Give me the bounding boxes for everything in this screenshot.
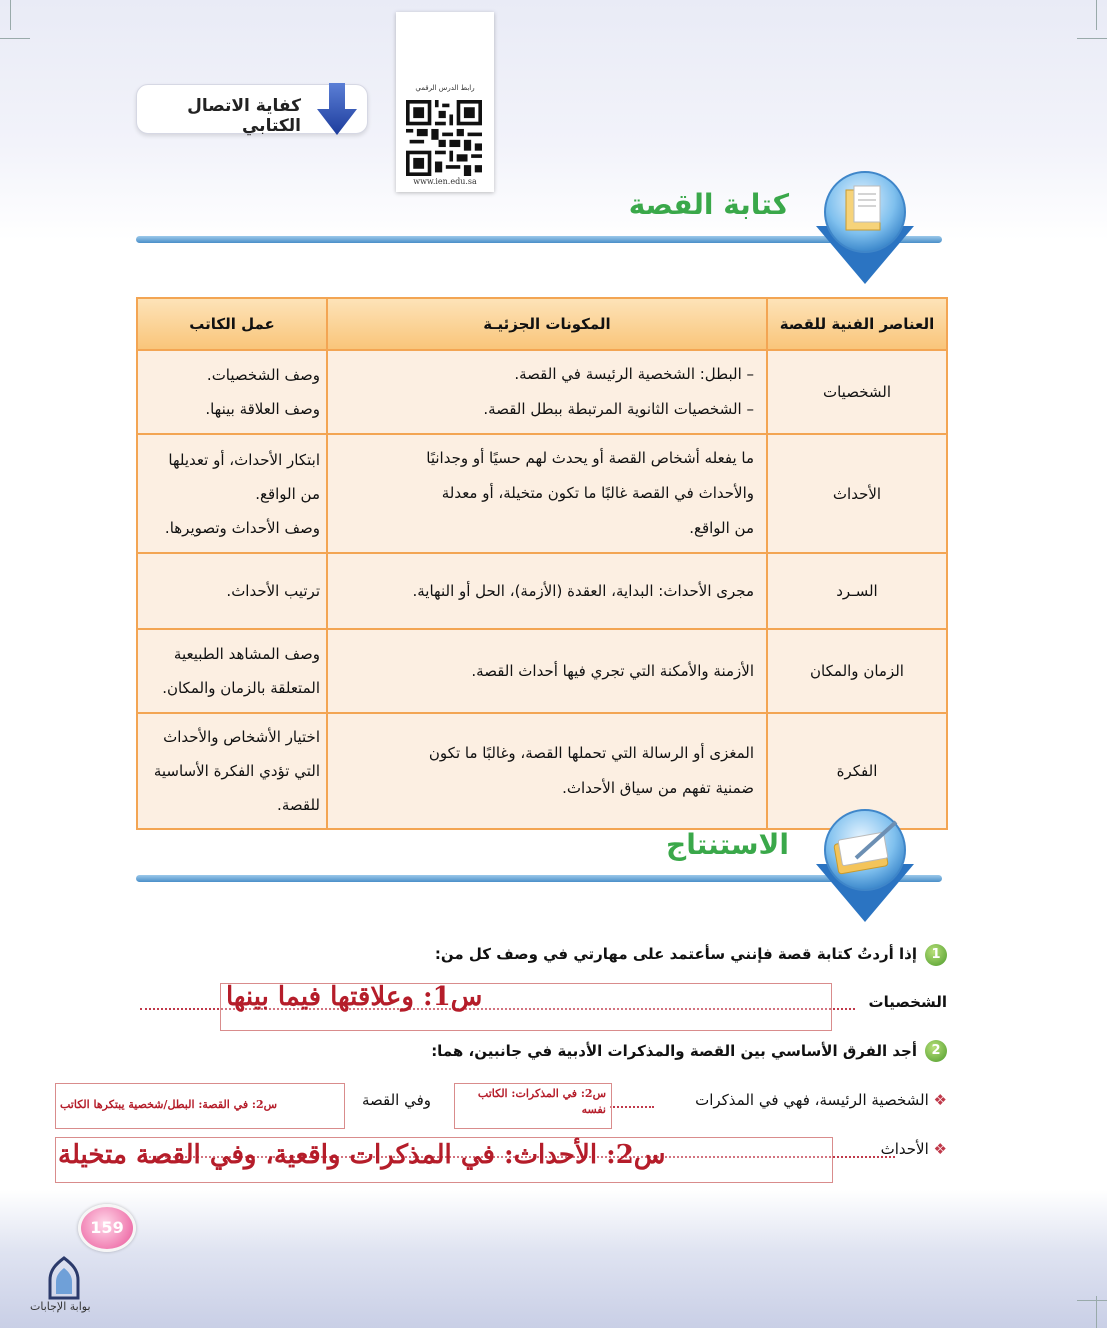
mosque-logo-icon xyxy=(44,1256,84,1300)
bullet-mid-label: وفي القصة xyxy=(361,1091,431,1109)
column-header: عمل الكاتب xyxy=(137,298,327,350)
cell-line: والأحداث في القصة غالبًا ما تكون متخيلة، أو معدلة xyxy=(441,484,754,502)
cell-line: الأزمنة والأمكنة التي تجري فيها أحداث القصة. xyxy=(471,661,754,680)
crop-mark xyxy=(10,0,11,30)
field-label: الشخصيات xyxy=(868,993,947,1011)
cell-line: ما يفعله أشخاص القصة أو يحدث لهم حسيًا أو وجدانيًا xyxy=(426,449,754,467)
cell-line: ترتيب الأحداث. xyxy=(226,582,320,600)
story-elements-table xyxy=(136,297,948,830)
cell-line: من الواقع. xyxy=(255,484,320,503)
element-cell: الشخصيات xyxy=(767,350,947,434)
cell-line: للقصة. xyxy=(277,796,320,814)
folder-icon xyxy=(806,168,924,286)
section-title: الاستنتاج xyxy=(666,828,789,861)
qr-title: رابط الدرس الرقمي xyxy=(415,84,475,92)
bullet-label: الشخصية الرئيسة، فهي في المذكرات xyxy=(695,1091,929,1109)
writer-cell xyxy=(137,713,327,829)
qr-code-icon[interactable] xyxy=(406,100,482,176)
down-arrow-icon xyxy=(317,83,357,135)
column-header: المكونات الجزئيـة xyxy=(327,298,767,350)
writer-cell xyxy=(137,434,327,553)
bullet-text xyxy=(695,1091,947,1109)
components-cell xyxy=(327,434,767,553)
handwritten-answer: س1: وعلاقتها فيما بينها xyxy=(226,982,483,1012)
cell-line: – البطل: الشخصية الرئيسة في القصة. xyxy=(514,365,754,383)
qr-code-card[interactable] xyxy=(396,12,494,192)
components-cell xyxy=(327,350,767,434)
cell-line: ضمنية تفهم من سياق الأحداث. xyxy=(562,779,754,797)
table-row xyxy=(137,553,947,629)
table-row xyxy=(137,434,947,553)
table-header-row xyxy=(137,298,947,350)
question-number: 2 xyxy=(925,1040,947,1062)
writer-cell xyxy=(137,350,327,434)
table-row xyxy=(137,629,947,713)
cell-line: ابتكار الأحداث، أو تعديلها xyxy=(168,450,320,469)
crop-mark xyxy=(0,38,30,39)
competency-label: كفاية الاتصال الكتابي xyxy=(187,96,301,136)
cell-line: مجرى الأحداث: البداية، العقدة (الأزمة)، الحل أو النهاية. xyxy=(412,581,754,600)
handwritten-answer: س2: الأحداث: في المذكرات واقعية، وفي القصة متخيلة xyxy=(58,1140,666,1170)
notepad-pencil-icon xyxy=(806,806,924,924)
crop-mark xyxy=(1077,38,1107,39)
components-cell xyxy=(327,713,767,829)
page-footer-background xyxy=(0,1190,1107,1328)
element-cell: الفكرة xyxy=(767,713,947,829)
cell-line: المتعلقة بالزمان والمكان. xyxy=(162,679,320,697)
cell-line: وصف المشاهد الطبيعية xyxy=(173,645,320,663)
element-cell: الزمان والمكان xyxy=(767,629,947,713)
question-text: أجد الفرق الأساسي بين القصة والمذكرات الأدبية في جانبين، هما: xyxy=(431,1042,917,1060)
qr-url: www.ien.edu.sa xyxy=(413,177,477,186)
cell-line: وصف الأحداث وتصويرها. xyxy=(164,518,320,537)
logo-text: بوابة الإجابات xyxy=(30,1300,91,1313)
components-cell xyxy=(327,629,767,713)
crop-mark xyxy=(1096,0,1097,30)
table-row xyxy=(137,350,947,434)
element-cell: السـرد xyxy=(767,553,947,629)
cell-line: اختيار الأشخاص والأحداث xyxy=(163,728,320,746)
writer-cell xyxy=(137,629,327,713)
crop-mark xyxy=(1077,1300,1107,1301)
writer-cell xyxy=(137,553,327,629)
bullet-label: الأحداث xyxy=(880,1140,929,1158)
cell-line: – الشخصيات الثانوية المرتبطة ببطل القصة. xyxy=(483,400,754,418)
section-title: كتابة القصة xyxy=(628,188,789,221)
cell-line: وصف العلاقة بينها. xyxy=(205,400,320,418)
cell-line: التي تؤدي الفكرة الأساسية xyxy=(153,762,320,780)
bullet-icon: ❖ xyxy=(933,1140,947,1158)
answer-line xyxy=(610,1106,654,1108)
handwritten-answer: س2: في المذكرات: الكاتب نفسه xyxy=(477,1087,606,1116)
cell-line: وصف الشخصيات. xyxy=(206,366,320,384)
question-text: إذا أردتُ كتابة قصة فإنني سأعتمد على مهارتي في وصف كل من: xyxy=(434,945,917,963)
column-header: العناصر الفنية للقصة xyxy=(767,298,947,350)
question-number: 1 xyxy=(925,944,947,966)
components-cell xyxy=(327,553,767,629)
cell-line: المغزى أو الرسالة التي تحملها القصة، وغالبًا ما تكون xyxy=(428,744,754,762)
element-cell: الأحداث xyxy=(767,434,947,553)
page-number: 159 xyxy=(78,1204,136,1252)
competency-badge xyxy=(136,84,368,134)
handwritten-answer: س2: في القصة: البطل/شخصية يبتكرها الكاتب xyxy=(60,1098,278,1111)
bullet-icon: ❖ xyxy=(933,1091,947,1109)
cell-line: من الواقع. xyxy=(689,519,754,537)
